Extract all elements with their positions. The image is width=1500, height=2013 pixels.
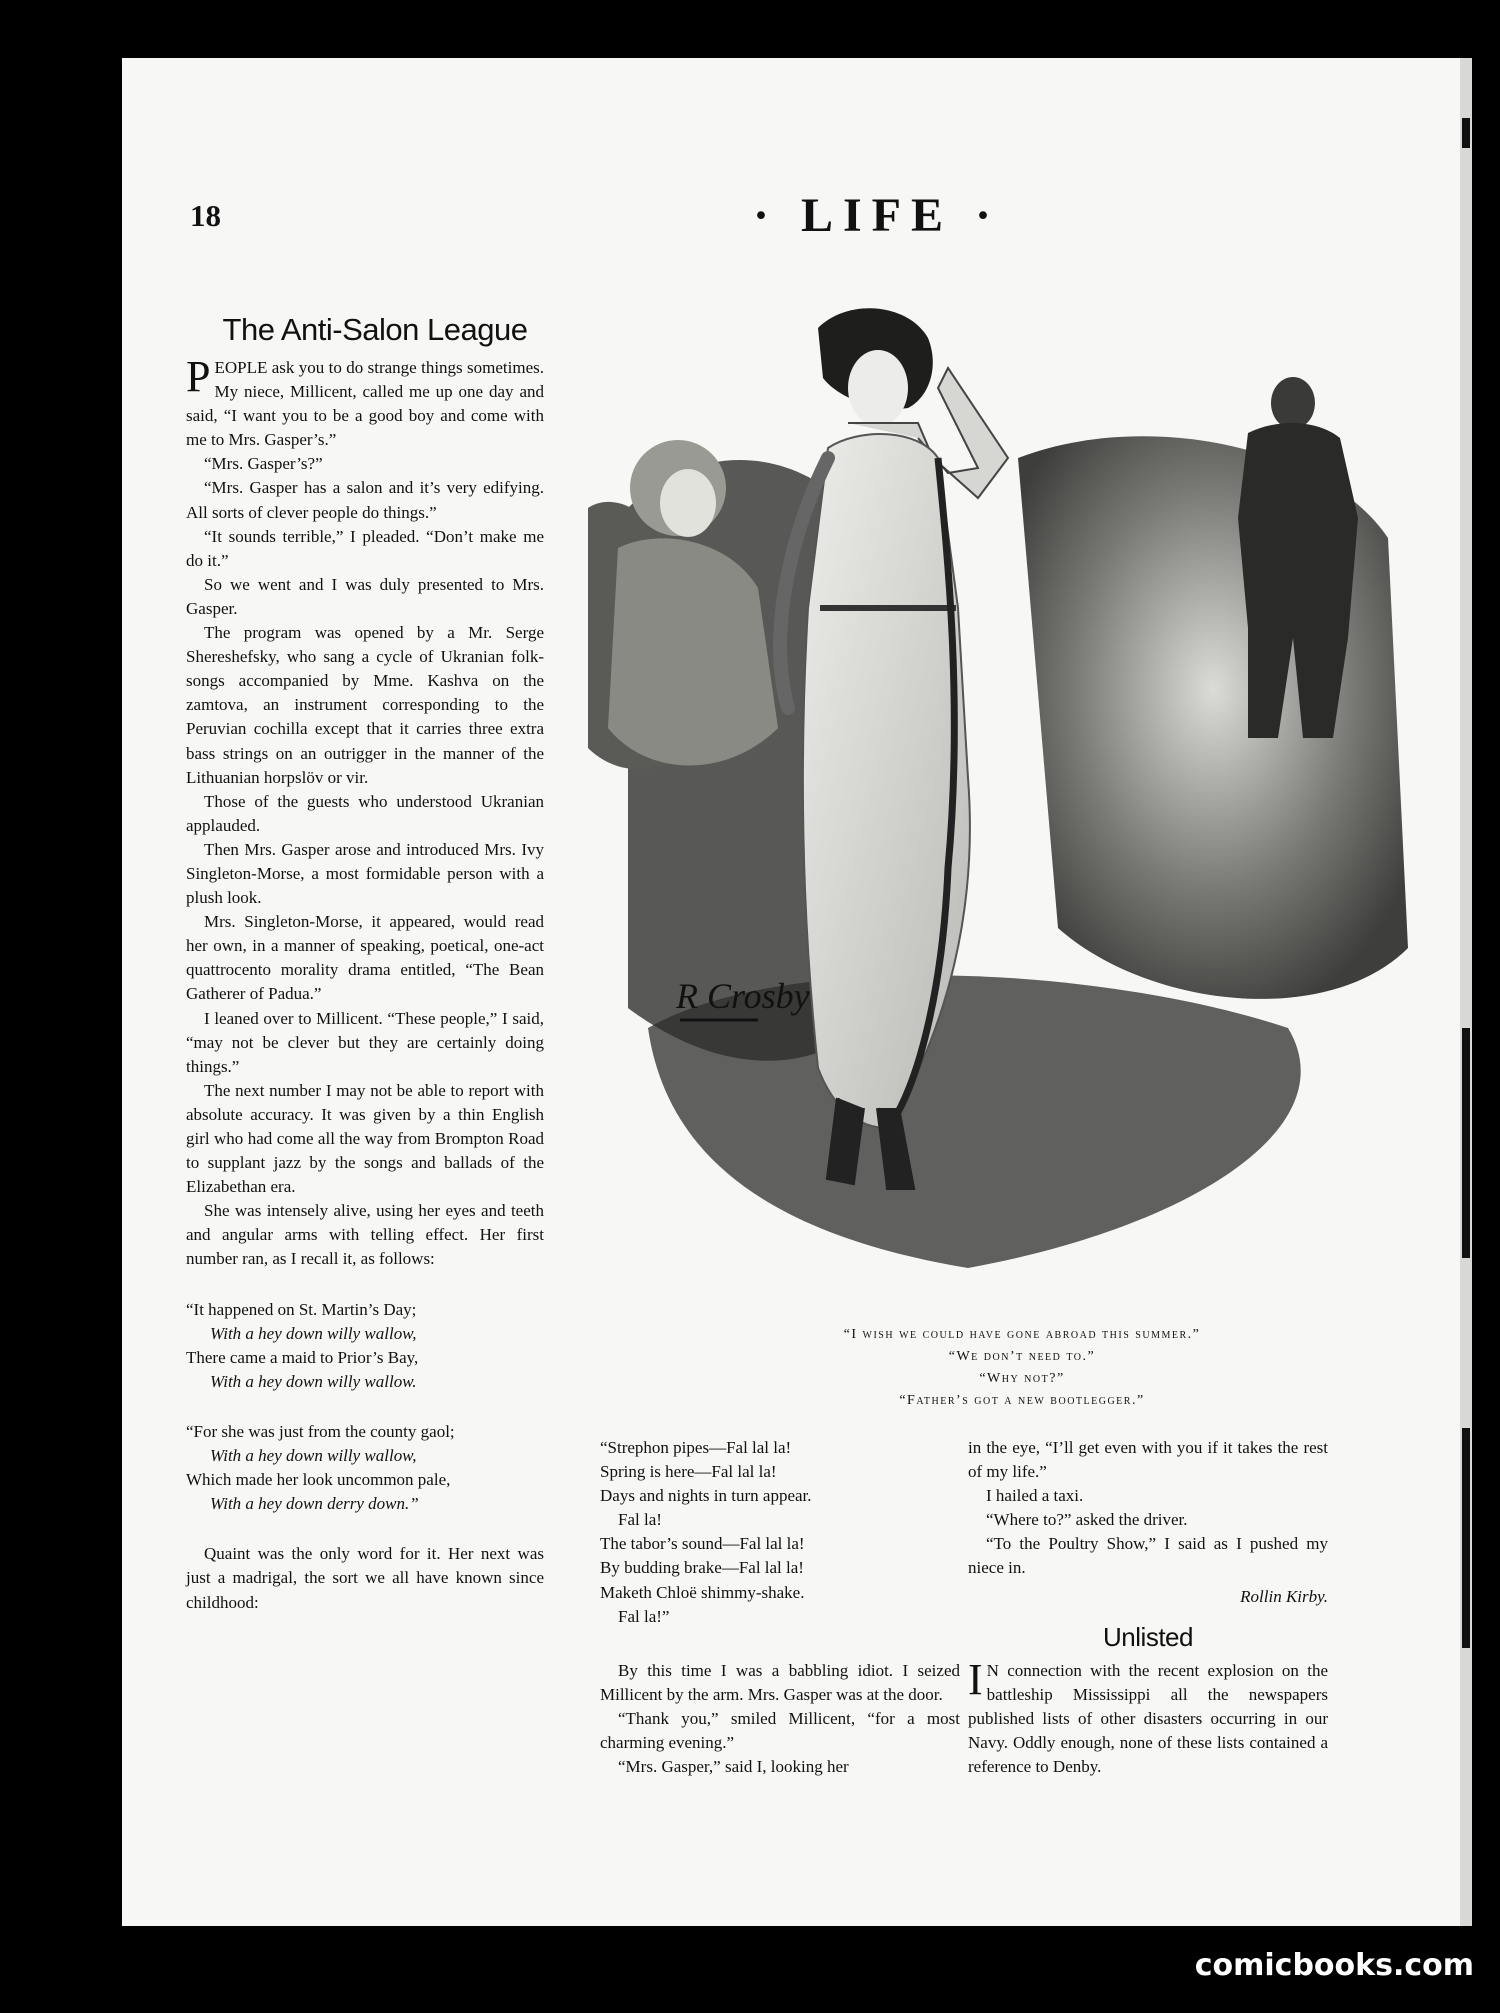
magazine-page: [122, 58, 1460, 1926]
article-paragraph: “Mrs. Gasper,” said I, looking her: [618, 1757, 849, 1777]
article-paragraph: I leaned over to Millicent. “These people,” I said, “may not be clever but they are certainly doing things.”: [186, 1008, 544, 1076]
article-paragraph: Then Mrs. Gasper arose and introduced Mrs. Ivy Singleton-Morse, a most formidable person with a plush look.: [186, 839, 544, 908]
verse-line: Spring is here—Fal lal la!: [600, 1462, 777, 1482]
article-column-1: [186, 352, 544, 1615]
article-paragraph: PEOPLE ask you to do strange things sometimes. My niece, Millicent, called me up one day and said, “I want you to be a good boy and come with me to Mrs. Gasper’s.”: [186, 352, 544, 450]
illustration-caption: [592, 1324, 1452, 1412]
verse-line: With a hey down derry down.”: [210, 1494, 419, 1514]
verse-line: Which made her look uncommon pale,: [186, 1470, 451, 1490]
article-paragraph: So we went and I was duly presented to Mrs. Gasper.: [186, 574, 544, 618]
artist-signature: R Crosby: [676, 976, 810, 1016]
verse-line: “For she was just from the county gaol;: [186, 1421, 455, 1441]
man-figure: [1238, 377, 1358, 738]
site-watermark: comicbooks.com: [1194, 1948, 1474, 1983]
drop-cap: I: [968, 1654, 983, 1704]
article-column-3: [968, 1436, 1328, 1779]
article-paragraph: “Thank you,” smiled Millicent, “for a most charming evening.”: [600, 1708, 960, 1753]
facing-page-edge: [1460, 58, 1472, 1926]
article-paragraph: By this time I was a babbling idiot. I seized Millicent by the arm. Mrs. Gasper was at the door.: [600, 1660, 960, 1704]
verse-stanza-1: [186, 1298, 544, 1394]
verse-line: By budding brake—Fal lal la!: [600, 1558, 804, 1578]
verse-stanza-2: [186, 1420, 544, 1516]
unlisted-title: Unlisted: [1103, 1621, 1193, 1652]
article-paragraph: The next number I may not be able to report with absolute accuracy. It was given by a thin English girl who had come all the way from Brompton Road to supplant jazz by the songs and ballads of the Elizabethan era.: [186, 1080, 544, 1197]
article-paragraph: She was intensely alive, using her eyes and teeth and angular arms with telling effect. Her first number ran, as I recall it, as follows:: [186, 1201, 544, 1269]
drop-cap: P: [186, 352, 211, 401]
page-number: 18: [190, 198, 221, 233]
article-paragraph: “Mrs. Gasper has a salon and it’s very edifying. All sorts of clever people do things.”: [186, 478, 544, 522]
masthead: · LIFE ·: [752, 189, 1002, 242]
article-paragraph: “Where to?” asked the driver.: [986, 1510, 1188, 1530]
verse-line: Fal la!: [618, 1510, 662, 1530]
verse-line: With a hey down willy wallow,: [210, 1446, 417, 1466]
caption-line: “I wish we could have gone abroad this summer.”: [843, 1327, 1201, 1342]
caption-line: “Father’s got a new bootlegger.”: [899, 1393, 1145, 1408]
article-paragraph: “It sounds terrible,” I pleaded. “Don’t make me do it.”: [186, 526, 544, 570]
article-paragraph: Those of the guests who understood Ukranian applauded.: [186, 791, 544, 835]
unlisted-paragraph: I N connection with the recent explosion on the battleship Mississippi all the newspapers published lists of other disasters occurring in our Navy. Oddly enough, none of these lists contained a reference to Denby.: [968, 1654, 1328, 1777]
caption-line: “Why not?”: [979, 1371, 1065, 1386]
article-paragraph: “To the Poultry Show,” I said as I pushed my niece in.: [968, 1534, 1328, 1578]
verse-line: Fal la!”: [618, 1606, 670, 1626]
article-author: Rollin Kirby.: [1240, 1586, 1328, 1606]
verse-stanza-3: [600, 1436, 960, 1629]
verse-line: “Strephon pipes—Fal lal la!: [600, 1438, 792, 1457]
verse-line: With a hey down willy wallow.: [210, 1371, 417, 1391]
article-paragraph: Quaint was the only word for it. Her next was just a madrigal, the sort we all have known since childhood:: [186, 1544, 544, 1612]
verse-line: Days and nights in turn appear.: [600, 1486, 812, 1506]
article-paragraph: The program was opened by a Mr. Serge Shereshefsky, who sang a cycle of Ukranian folk-songs accompanied by Mme. Kashva on the zamtova, an instrument corresponding to the Peruvian cochilla except that it carries three extra bass strings on an outrigger in the manner of the Lithuanian horpslöv or vir.: [186, 623, 544, 787]
article-paragraph: Mrs. Singleton-Morse, it appeared, would read her own, in a manner of speaking, poetical, one-act quattrocento morality drama entitled, “The Bean Gatherer of Padua.”: [186, 912, 544, 1004]
illustration: [588, 308, 1458, 1323]
verse-line: There came a maid to Prior’s Bay,: [186, 1347, 419, 1367]
verse-line: “It happened on St. Martin’s Day;: [186, 1299, 417, 1319]
article-paragraph: in the eye, “I’ll get even with you if it takes the rest of my life.”: [968, 1438, 1328, 1482]
verse-line: Maketh Chloë shimmy-shake.: [600, 1582, 805, 1602]
article-title: The Anti-Salon League: [222, 312, 528, 347]
caption-line: “We don’t need to.”: [948, 1349, 1096, 1364]
article-paragraph: I hailed a taxi.: [986, 1486, 1084, 1506]
verse-line: The tabor’s sound—Fal lal la!: [600, 1534, 805, 1554]
article-paragraph: “Mrs. Gasper’s?”: [204, 454, 323, 474]
verse-line: With a hey down willy wallow,: [210, 1323, 417, 1343]
article-column-2: [600, 1436, 960, 1779]
